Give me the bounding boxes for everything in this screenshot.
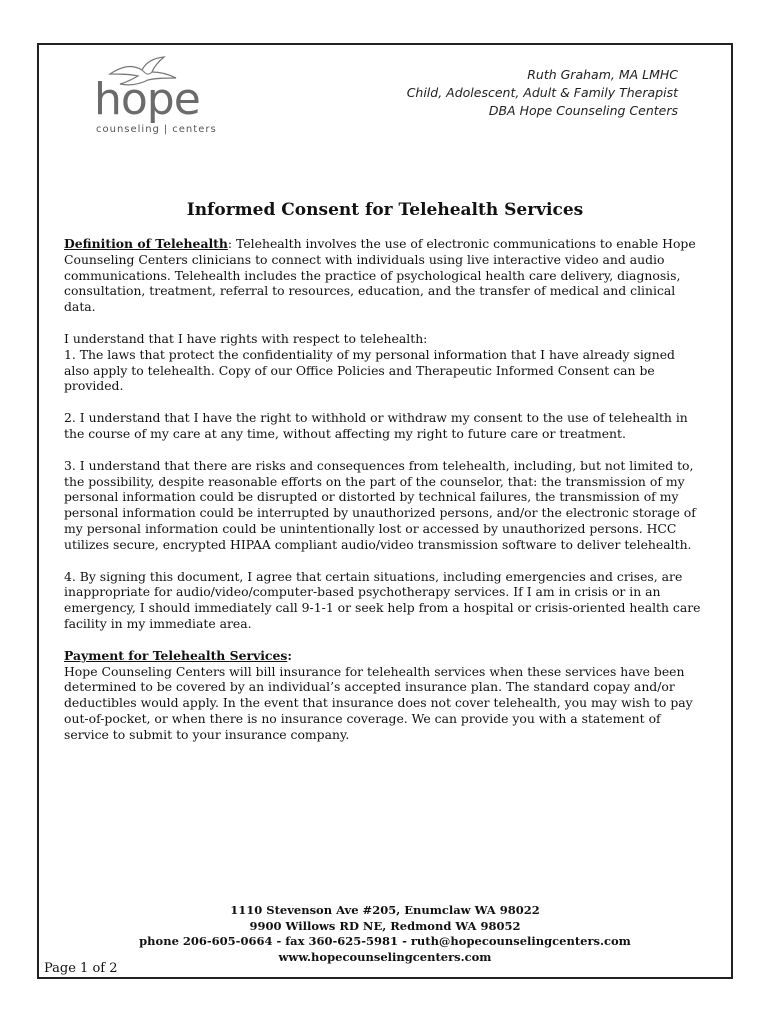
footer-contact-line: phone 206-605-0664 - fax 360-625-5981 - ruth@hopecounselingcenters.com	[139, 934, 631, 948]
payment-text: Hope Counseling Centers will bill insurance for telehealth services when these services have been determined to be covered by an individual’s accepted insurance plan. The standard copay and/or deductibles would apply. In the event that insurance does not cover telehealth, you may wish to pay out-of-pocket, or when there is no insurance coverage. We can provide you with a statement of service to submit to your insurance company.	[64, 663, 693, 742]
payment-heading: Payment for Telehealth Services	[64, 647, 288, 663]
letterhead-role: Child, Adolescent, Adult & Family Therapist	[406, 85, 678, 100]
document-body	[64, 236, 704, 759]
document-title: Informed Consent for Telehealth Services	[186, 200, 584, 220]
letterhead-dba: DBA Hope Counseling Centers	[488, 103, 678, 118]
letterhead-name: Ruth Graham, MA LMHC	[527, 67, 678, 82]
definition-heading: Definition of Telehealth	[64, 236, 228, 251]
footer-contact	[0, 903, 770, 965]
logo-subtitle	[96, 124, 217, 135]
footer-website: www.hopecounselingcenters.com	[278, 949, 492, 964]
definition-text: : Telehealth involves the use of electronic communications to enable Hope Counseling Centers clinicians to connect with individuals using live interactive video and audio communications. Telehealth includes the practice of psychological health care delivery, diagnosis, consultation, treatment, referral to resources, education, and the transfer of medical and clinical data.	[64, 236, 696, 315]
page-number: Page 1 of 2	[44, 961, 118, 976]
rights-item-1: 1. The laws that protect the confidentiality of my personal information that I have already signed also apply to telehealth. Copy of our Office Policies and Therapeutic Informed Consent can be provided.	[64, 346, 675, 394]
definition-paragraph	[64, 236, 704, 315]
hope-logo	[92, 56, 222, 136]
rights-item-2: 2. I understand that I have the right to withhold or withdraw my consent to the use of telehealth in the course of my care at any time, without affecting my right to future care or treatment.	[64, 410, 688, 441]
logo-separator: |	[163, 124, 169, 135]
logo-wordmark: hope	[94, 74, 200, 125]
rights-intro: I understand that I have rights with respect to telehealth:	[64, 330, 428, 346]
footer-address-2: 9900 Willows RD NE, Redmond WA 98052	[249, 918, 521, 933]
letterhead	[407, 66, 678, 120]
rights-paragraph	[64, 331, 704, 394]
logo-sub-left: counseling	[96, 124, 160, 135]
rights-item-3: 3. I understand that there are risks and consequences from telehealth, including, but not limited to, the possibility, despite reasonable efforts on the part of the counselor, that: the transmission of my personal information could be disrupted or distorted by technical failures, the transmission of my personal information could be interrupted by unauthorized persons, and/or the electronic storage of my personal information could be unintentionally lost or accessed by unauthorized persons. HCC utilizes secure, encrypted HIPAA compliant audio/video transmission software to deliver telehealth.	[64, 457, 696, 552]
payment-colon: :	[287, 647, 292, 663]
logo-sub-right: centers	[172, 124, 217, 135]
rights-item-4: 4. By signing this document, I agree that certain situations, including emergencies and crises, are inappropriate for audio/video/computer-based psychotherapy services. If I am in crisis or in an emergency, I should immediately call 9-1-1 or seek help from a hospital or crisis-oriented health care facility in my immediate area.	[64, 568, 701, 631]
payment-paragraph	[64, 648, 704, 743]
footer-address-1: 1110 Stevenson Ave #205, Enumclaw WA 98022	[230, 903, 540, 917]
